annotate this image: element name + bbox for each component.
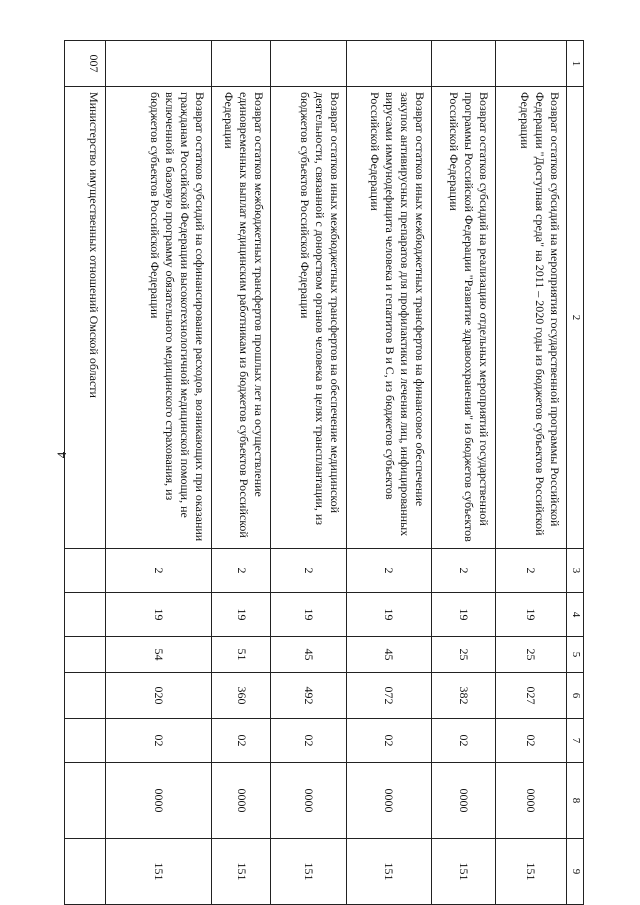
code-cell: 2 [105, 549, 211, 593]
code-cell [65, 839, 106, 905]
admin-code-cell [432, 41, 495, 87]
code-cell [65, 637, 106, 673]
item-name-cell: Возврат остатков субсидий на мероприятия государственной программы Российской Федерации "Доступная среда" на 2011 – 2020 годы из бюджетов субъектов Российской Федерации [495, 87, 566, 549]
code-cell: 2 [271, 549, 347, 593]
code-cell: 151 [432, 839, 495, 905]
code-cell: 027 [495, 673, 566, 719]
code-cell: 25 [432, 637, 495, 673]
code-cell: 151 [105, 839, 211, 905]
code-cell: 19 [211, 593, 270, 637]
code-cell [65, 549, 106, 593]
code-cell: 0000 [432, 763, 495, 839]
code-cell: 492 [271, 673, 347, 719]
column-header: 4 [567, 593, 584, 637]
code-cell: 19 [495, 593, 566, 637]
code-cell: 2 [211, 549, 270, 593]
code-cell: 2 [495, 549, 566, 593]
column-header: 7 [567, 719, 584, 763]
code-cell: 151 [346, 839, 432, 905]
admin-code-cell [271, 41, 347, 87]
code-cell: 19 [346, 593, 432, 637]
code-cell: 2 [346, 549, 432, 593]
code-cell: 02 [495, 719, 566, 763]
column-header: 8 [567, 763, 584, 839]
code-cell: 45 [346, 637, 432, 673]
code-cell: 19 [271, 593, 347, 637]
code-cell: 51 [211, 637, 270, 673]
table-row [271, 41, 347, 905]
table-row [346, 41, 432, 905]
code-cell: 382 [432, 673, 495, 719]
code-cell: 19 [432, 593, 495, 637]
item-name-cell: Возврат остатков иных межбюджетных трансфертов на финансовое обеспечение закупок антивирусных препаратов для профилактики и лечения лиц, инфицированных вирусами иммунодефицита человека и гепатитов B и C, из бюджетов субъектов Российской Федерации [346, 87, 432, 549]
header-row [567, 41, 584, 905]
admin-code-cell: 007 [65, 41, 106, 87]
admin-code-cell [211, 41, 270, 87]
item-name-cell: Возврат остатков субсидий на софинансирование расходов, возникающих при оказании гражданам Российской Федерации высокотехнологичной медицинской помощи, не включенной в базовую программу обязательного медицинского страхования, из бюджетов субъектов Российской Федерации [105, 87, 211, 549]
code-cell: 45 [271, 637, 347, 673]
column-header: 2 [567, 87, 584, 549]
code-cell: 19 [105, 593, 211, 637]
code-cell [65, 593, 106, 637]
column-header: 1 [567, 41, 584, 87]
code-cell: 0000 [271, 763, 347, 839]
code-cell: 02 [346, 719, 432, 763]
code-cell [65, 719, 106, 763]
item-name-cell: Министерство имущественных отношений Омской области [65, 87, 106, 549]
table-row [65, 41, 106, 905]
code-cell: 25 [495, 637, 566, 673]
code-cell: 02 [271, 719, 347, 763]
code-cell: 360 [211, 673, 270, 719]
table-row [432, 41, 495, 905]
code-cell: 0000 [105, 763, 211, 839]
budget-codes-table-page [64, 40, 584, 904]
code-cell: 151 [271, 839, 347, 905]
code-cell: 151 [211, 839, 270, 905]
budget-codes-table [64, 40, 584, 905]
code-cell: 0000 [211, 763, 270, 839]
item-name-cell: Возврат остатков иных межбюджетных трансфертов на обеспечение медицинской деятельности, связанной с донорством органов человека в целях трансплантации, из бюджетов субъектов Российской Федерации [271, 87, 347, 549]
item-name-cell: Возврат остатков субсидий на реализацию отдельных мероприятий государственной программы Российской Федерации "Развитие здравоохранения" из бюджетов субъектов Российской Федерации [432, 87, 495, 549]
admin-code-cell [346, 41, 432, 87]
code-cell: 151 [495, 839, 566, 905]
code-cell [65, 673, 106, 719]
code-cell: 02 [105, 719, 211, 763]
table-row [211, 41, 270, 905]
column-header: 6 [567, 673, 584, 719]
column-header: 9 [567, 839, 584, 905]
code-cell: 0000 [346, 763, 432, 839]
code-cell: 02 [432, 719, 495, 763]
code-cell: 072 [346, 673, 432, 719]
code-cell: 2 [432, 549, 495, 593]
table-row [105, 41, 211, 905]
admin-code-cell [105, 41, 211, 87]
item-name-cell: Возврат остатков межбюджетных трансфертов прошлых лет на осуществление единовременных выплат медицинским работникам из бюджетов субъектов Российской Федерации [211, 87, 270, 549]
column-header: 3 [567, 549, 584, 593]
code-cell [65, 763, 106, 839]
admin-code-cell [495, 41, 566, 87]
code-cell: 02 [211, 719, 270, 763]
page-number: 4 [54, 451, 69, 459]
code-cell: 0000 [495, 763, 566, 839]
code-cell: 020 [105, 673, 211, 719]
table-row [495, 41, 566, 905]
column-header: 5 [567, 637, 584, 673]
code-cell: 54 [105, 637, 211, 673]
